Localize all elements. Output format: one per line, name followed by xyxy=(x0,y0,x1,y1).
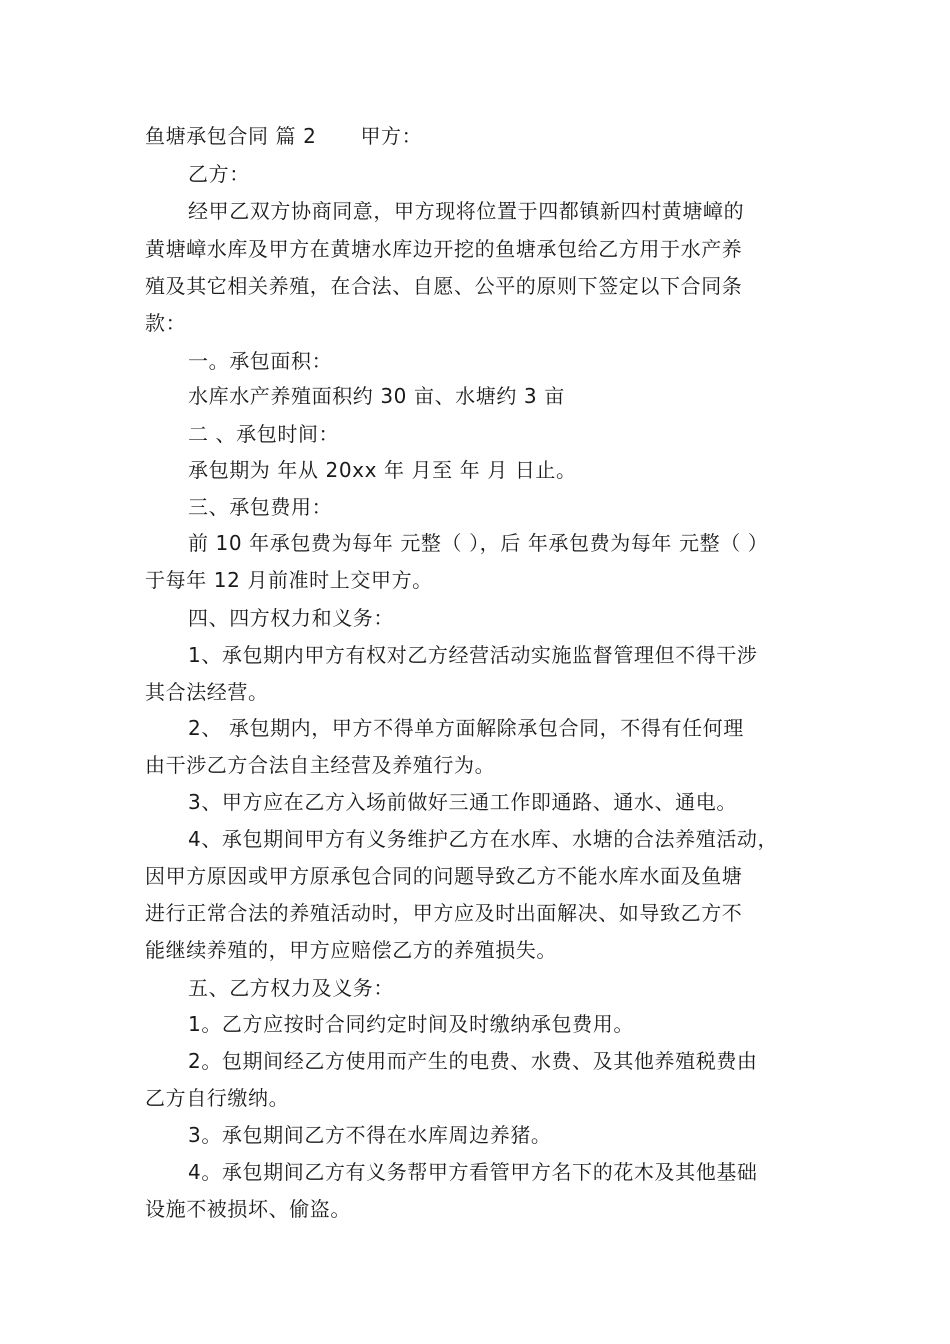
section-heading: 四、四方权力和义务： xyxy=(188,606,394,630)
intro-line: 款： xyxy=(145,311,187,335)
section-heading: 二 、承包时间： xyxy=(188,422,340,446)
section-text: 于每年 12 月前准时上交甲方。 xyxy=(145,568,433,592)
clause-line: 2。包期间经乙方使用而产生的电费、水费、及其他养殖税费由 xyxy=(188,1049,758,1073)
clause-line: 3。承包期间乙方不得在水库周边养猪。 xyxy=(188,1123,552,1147)
clause-line: 其合法经营。 xyxy=(145,680,269,704)
section-heading: 五、乙方权力及义务： xyxy=(188,976,394,1000)
clause-line: 乙方自行缴纳。 xyxy=(145,1086,290,1110)
clause-line: 设施不被损坏、偷盗。 xyxy=(145,1197,351,1221)
party-b-label: 乙方： xyxy=(188,162,250,186)
clause-line: 1、承包期内甲方有权对乙方经营活动实施监督管理但不得干涉 xyxy=(188,643,758,667)
document-title: 鱼塘承包合同 篇 2 xyxy=(145,124,317,148)
section-text: 承包期为 年从 20xx 年 月至 年 月 日止。 xyxy=(188,458,577,482)
clause-line: 4、承包期间甲方有义务维护乙方在水库、水塘的合法养殖活动， xyxy=(188,827,779,851)
section-text: 前 10 年承包费为每年 元整（ ），后 年承包费为每年 元整（ ） xyxy=(188,531,769,555)
clause-line: 能继续养殖的，甲方应赔偿乙方的养殖损失。 xyxy=(145,938,557,962)
intro-line: 经甲乙双方协商同意，甲方现将位置于四都镇新四村黄塘嶂的 xyxy=(188,199,745,223)
party-a-label: 甲方： xyxy=(360,124,423,148)
intro-line: 黄塘嶂水库及甲方在黄塘水库边开挖的鱼塘承包给乙方用于水产养 xyxy=(145,237,743,261)
intro-line: 殖及其它相关养殖，在合法、自愿、公平的原则下签定以下合同条 xyxy=(145,274,743,298)
clause-line: 进行正常合法的养殖活动时，甲方应及时出面解决、如导致乙方不 xyxy=(145,901,743,925)
clause-line: 1。乙方应按时合同约定时间及时缴纳承包费用。 xyxy=(188,1012,634,1036)
section-heading: 一。承包面积： xyxy=(188,349,333,373)
section-text: 水库水产养殖面积约 30 亩、水塘约 3 亩 xyxy=(188,384,565,408)
clause-line: 2、 承包期内，甲方不得单方面解除承包合同，不得有任何理 xyxy=(188,716,744,740)
clause-line: 因甲方原因或甲方原承包合同的问题导致乙方不能水库水面及鱼塘 xyxy=(145,864,743,888)
section-heading: 三、承包费用： xyxy=(188,495,333,519)
clause-line: 由干涉乙方合法自主经营及养殖行为。 xyxy=(145,753,496,777)
clause-line: 3、甲方应在乙方入场前做好三通工作即通路、通水、通电。 xyxy=(188,790,737,814)
clause-line: 4。承包期间乙方有义务帮甲方看管甲方名下的花木及其他基础 xyxy=(188,1160,758,1184)
title-line xyxy=(145,122,825,150)
